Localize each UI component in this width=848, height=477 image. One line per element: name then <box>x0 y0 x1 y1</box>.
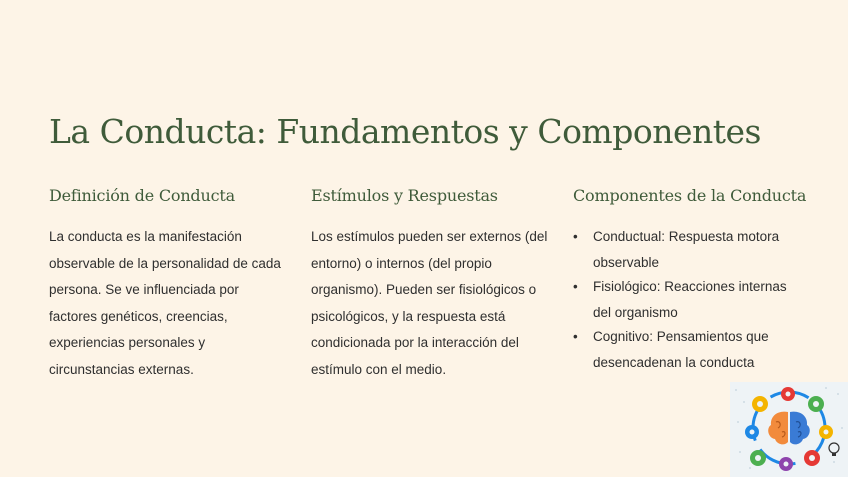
components-list <box>573 224 813 376</box>
column-heading: Estímulos y Respuestas <box>311 186 498 205</box>
column-heading: Definición de Conducta <box>49 186 235 205</box>
list-item: • Conductual: Respuesta motora observable <box>573 224 798 276</box>
brain-gears-illustration <box>730 382 848 477</box>
column-heading: Componentes de la Conducta <box>573 186 807 205</box>
column-body-text: La conducta es la manifestación observable de la personalidad de cada persona. Se ve influenciada por factores genéticos, creencias, experiencias personales y circunstancias externas. <box>49 229 281 377</box>
brain-gears-icon <box>730 382 848 477</box>
column-body-text: Los estímulos pueden ser externos (del entorno) o internos (del propio organismo). Pueden ser fisiológicos o psicológicos, y la respuesta está condicionada por la interacción del estímulo con el medio. <box>311 229 548 377</box>
slide-title: La Conducta: Fundamentos y Componentes <box>49 112 761 151</box>
column-componentes <box>573 186 813 376</box>
list-item: • Fisiológico: Reacciones internas del organismo <box>573 274 798 326</box>
list-item: • Cognitivo: Pensamientos que desencadenan la conducta <box>573 324 798 376</box>
column-definicion <box>49 186 289 383</box>
column-estimulos <box>311 186 551 383</box>
